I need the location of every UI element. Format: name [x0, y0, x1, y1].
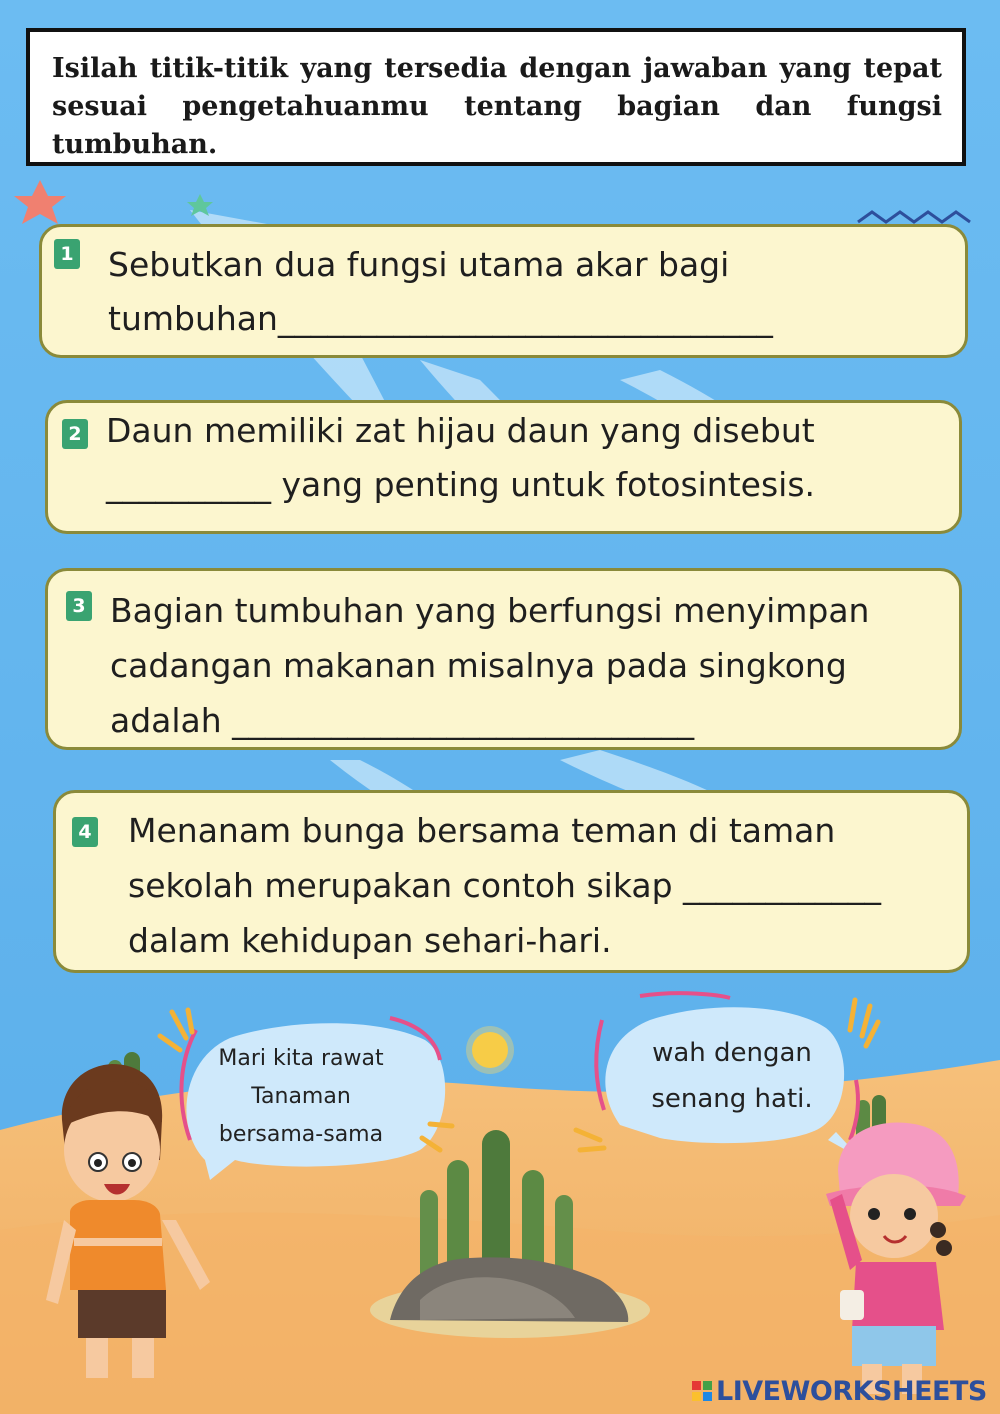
question-line: Menanam bunga bersama teman di taman [128, 811, 836, 850]
instruction-text: Isilah titik-titik yang tersedia dengan jawaban yang tepat sesuai pengetahuanmu tentang bagian dan fungsi tumbuhan. [52, 53, 942, 160]
logo-text: LIVEWORKSHEETS [716, 1375, 987, 1407]
question-card-4 [53, 790, 970, 973]
answer-blank-line[interactable]: sekolah merupakan contoh sikap ____________ [128, 866, 882, 905]
sun-icon [466, 1026, 514, 1074]
question-line: cadangan makanan misalnya pada singkong [110, 646, 847, 685]
liveworksheets-logo[interactable] [692, 1374, 992, 1408]
question-line: Daun memiliki zat hijau daun yang disebut [106, 411, 815, 450]
bubble-line: bersama-sama [218, 1122, 384, 1147]
bubble-line: senang hati. [651, 1084, 813, 1114]
bubble-line: wah dengan [652, 1038, 812, 1068]
question-line: dalam kehidupan sehari-hari. [128, 921, 612, 960]
instruction-box [26, 28, 966, 166]
question-number-badge: 2 [62, 419, 88, 449]
answer-blank-line[interactable]: tumbuhan______________________________ [108, 299, 773, 338]
question-line: Bagian tumbuhan yang berfungsi menyimpan [110, 591, 870, 630]
bubble-line: Mari kita rawat [218, 1046, 384, 1071]
left-bubble-text [196, 1040, 406, 1154]
bubble-line: Tanaman [251, 1084, 351, 1109]
question-card-2 [45, 400, 962, 534]
question-number-badge: 3 [66, 591, 92, 621]
question-line: Sebutkan dua fungsi utama akar bagi [108, 245, 730, 284]
question-card-3 [45, 568, 962, 750]
liveworksheets-mark-icon [692, 1381, 712, 1401]
answer-blank-line[interactable]: adalah ____________________________ [110, 701, 695, 740]
question-number-badge: 1 [54, 239, 80, 269]
question-card-1 [39, 224, 968, 358]
right-bubble-text [622, 1030, 842, 1122]
question-number-badge: 4 [72, 817, 98, 847]
answer-blank-line[interactable]: __________ yang penting untuk fotosintesis. [106, 465, 816, 504]
